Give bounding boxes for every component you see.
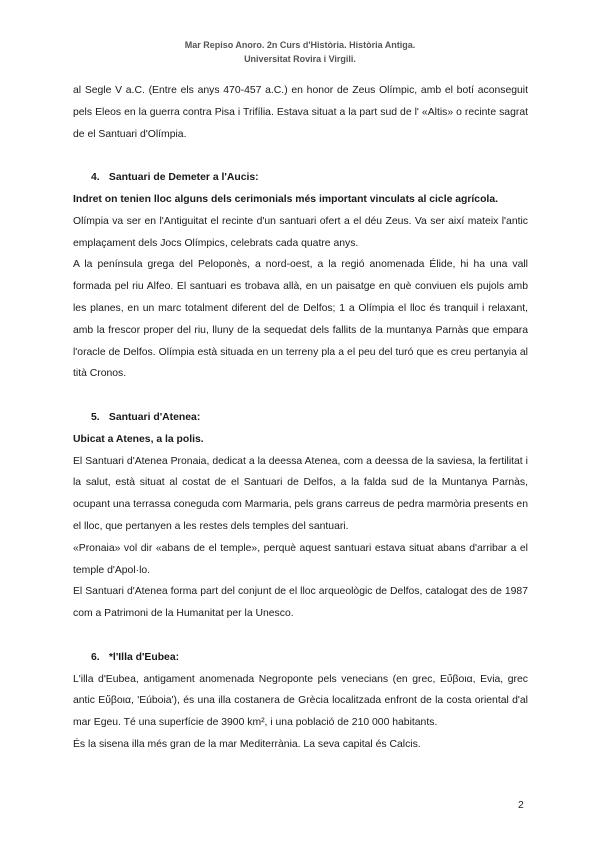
document-body xyxy=(73,80,528,756)
section-6-heading xyxy=(73,647,528,669)
section-5-number: 5. xyxy=(91,411,100,423)
section-5-title: Santuari d'Atenea: xyxy=(108,411,201,423)
section-5-heading xyxy=(73,407,528,429)
section-4-number: 4. xyxy=(91,172,100,184)
section-6-number: 6. xyxy=(91,651,100,663)
page-header xyxy=(0,38,600,66)
section-5-paragraph-2: El Santuari d'Atenea Pronaia, dedicat a la deessa Atenea, com a deessa de la saviesa, la fertilitat i la salut, està situat al costat de el Santuari de Delfos, a la falda sud de la Muntanya Parnàs, ocupant una terrassa coneguda com Marmaria, pels grans carreus de pedra marmòria presents en el lloc, que pertanyen a les restes dels temples del santuari. xyxy=(73,455,528,532)
section-5-paragraph-1: Ubicat a Atenes, a la polis. xyxy=(73,433,204,445)
section-5-paragraph-4: El Santuari d'Atenea forma part del conjunt de el lloc arqueològic de Delfos, catalogat des de 1987 com a Patrimoni de la Humanitat per la Unesco. xyxy=(73,586,528,620)
section-6-paragraph-2: És la sisena illa més gran de la mar Mediterrània. La seva capital és Calcis. xyxy=(73,738,421,750)
page-number: 2 xyxy=(518,800,524,811)
intro-paragraph: al Segle V a.C. (Entre els anys 470-457 a.C.) en honor de Zeus Olímpic, amb el botí aconseguit pels Eleos en la guerra contra Pisa i Trifília. Estava situat a la part sud de l' «Altis» o recinte sagrat de el Santuari d'Olímpia. xyxy=(73,85,528,140)
header-author-course: Mar Repiso Anoro. 2n Curs d'Història. Història Antiga. xyxy=(184,40,416,50)
section-4-paragraph-3: A la península grega del Peloponès, a nord-oest, a la regió anomenada Élide, hi ha una vall formada pel riu Alfeo. El santuari es trobava allà, en un paisatge en què conviuen els pujols amb les planes, en un marc totalment diferent del de Delfos; 1 a Olímpia el lloc és tranquil i relaxant, amb la frescor proper del riu, lluny de la sequedat dels fallits de la muntanya Parnàs que empara l'oracle de Delfos. Olímpia està situada en un terreny pla a el peu del turó que es creu pertanyia al tità Cronos. xyxy=(73,259,528,380)
section-6-title: *l'Illa d'Eubea: xyxy=(108,651,180,663)
section-4-title: Santuari de Demeter a l'Aucis: xyxy=(108,172,259,184)
section-4-paragraph-1: Indret on tenien lloc alguns dels cerimonials més important vinculats al cicle agrícola. xyxy=(73,193,498,205)
section-4-heading xyxy=(73,167,528,189)
section-5-paragraph-3: «Pronaia» vol dir «abans de el temple», perquè aquest santuari estava situat abans d'arribar a el temple d'Apol·lo. xyxy=(73,542,528,576)
section-4-paragraph-2: Olímpia va ser en l'Antiguitat el recinte d'un santuari ofert a el déu Zeus. Va ser així mateix l'antic emplaçament dels Jocs Olímpics, celebrats cada quatre anys. xyxy=(73,215,528,249)
header-university: Universitat Rovira i Virgili. xyxy=(244,54,356,64)
section-6-paragraph-1: L'illa d'Eubea, antigament anomenada Negroponte pels venecians (en grec, Εὔβοια, Evia, grec antic Εὔβοια, 'Eúboia'), és una illa costanera de Grècia localitzada enfront de la costa oriental d'al mar Egeu. Té una superfície de 3900 km², i una població de 210 000 habitants. xyxy=(73,673,528,729)
